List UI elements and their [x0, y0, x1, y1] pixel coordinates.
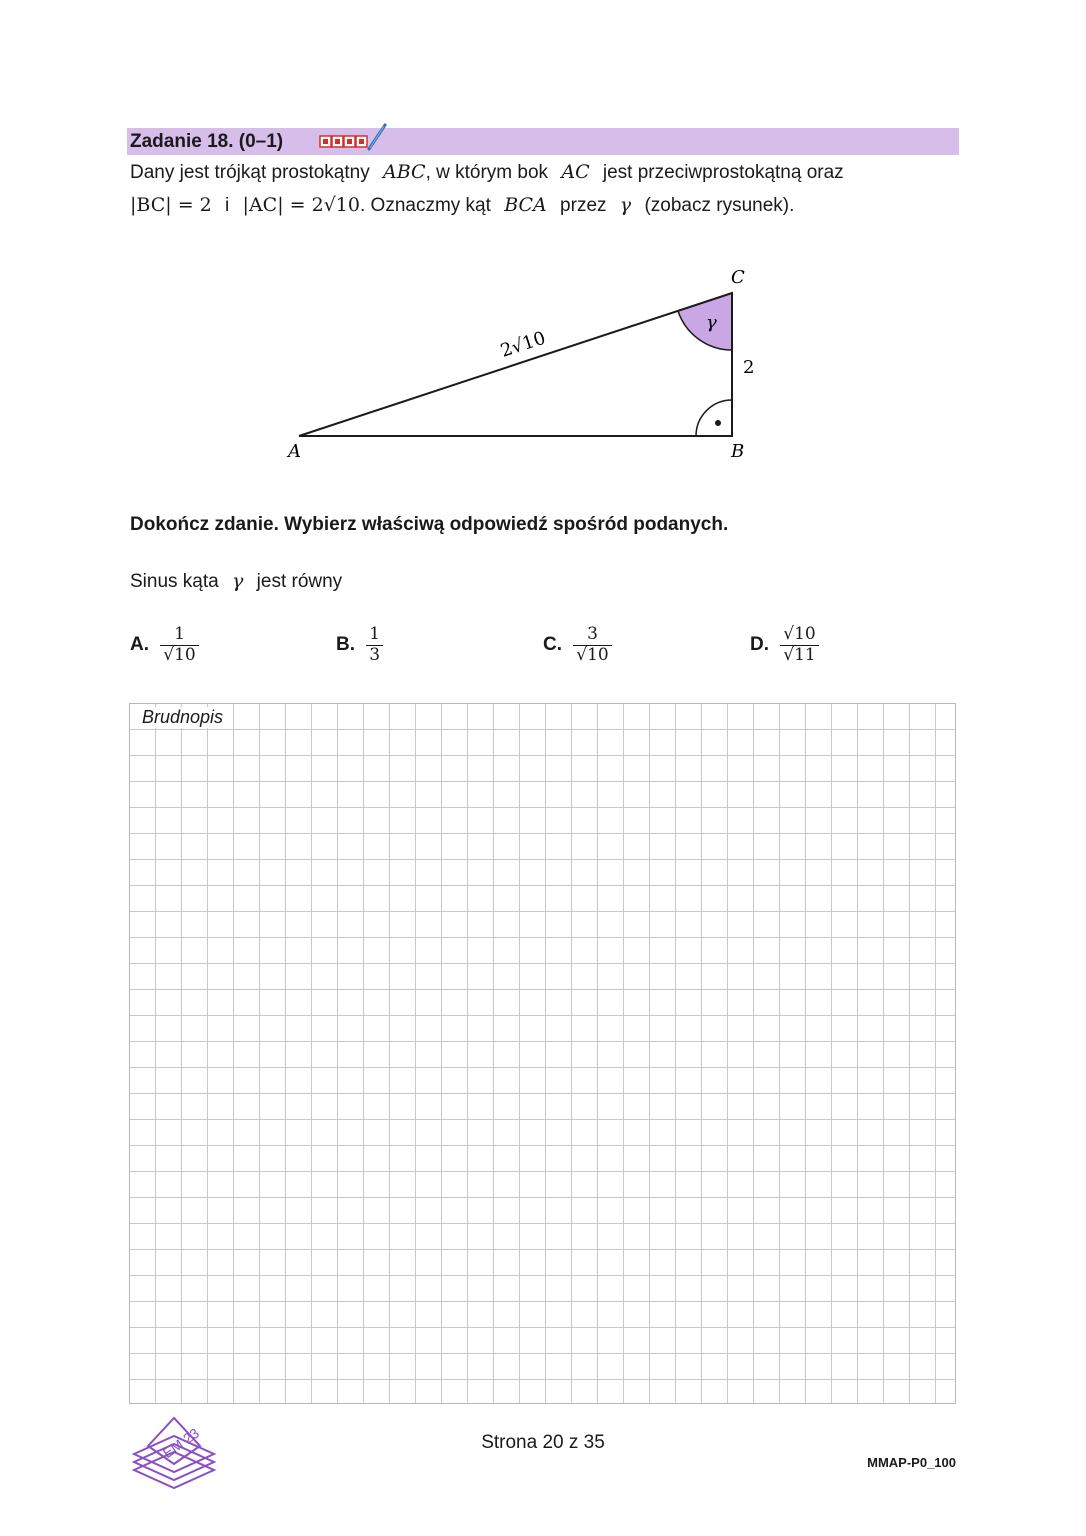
option-c[interactable] [543, 625, 612, 665]
draft-grid[interactable] [129, 703, 956, 1404]
option-letter: C. [543, 634, 562, 656]
option-fraction [780, 625, 818, 665]
instruction: Dokończ zdanie. Wybierz właściwą odpowiedź spośród podanych. [130, 514, 729, 535]
option-d[interactable] [750, 625, 819, 665]
math-bc-length: |BC| = 2 [130, 194, 212, 216]
option-letter: D. [750, 634, 769, 656]
text-segment: . Oznaczmy kąt [359, 195, 491, 216]
text-segment: (zobacz rysunek). [644, 195, 795, 216]
page-number: Strona 20 z 35 [481, 1432, 605, 1453]
fraction-numerator: 3 [587, 624, 598, 644]
option-fraction [573, 625, 611, 665]
fraction-denominator: √11 [780, 645, 818, 666]
math-ac: AC [561, 161, 590, 183]
right-angle-dot [715, 420, 721, 426]
text-segment: i [225, 195, 230, 216]
text-segment: przez [560, 195, 607, 216]
logo-text: EM 23 [159, 1424, 202, 1462]
math-bca: BCA [504, 194, 547, 216]
exam-code: MMAP-P0_100 [867, 1455, 956, 1470]
fraction-denominator: 3 [366, 645, 383, 666]
vertex-label-a: A [288, 441, 301, 462]
angle-label-gamma: γ [706, 312, 717, 333]
text-segment: Dany jest trójkąt prostokątny [130, 162, 370, 183]
text-segment: jest równy [256, 571, 343, 592]
fraction-denominator: √10 [160, 645, 198, 666]
triangle-abc [299, 293, 732, 436]
question [130, 570, 342, 593]
fraction-numerator: 1 [174, 624, 185, 644]
fraction-denominator: √10 [573, 645, 611, 666]
math-gamma: γ [232, 570, 244, 592]
option-letter: B. [336, 634, 355, 656]
option-letter: A. [130, 634, 149, 656]
text-segment: , w którym bok [425, 162, 549, 183]
math-abc: ABC [383, 161, 426, 183]
side-label-bc: 2 [743, 357, 755, 378]
right-angle-arc [696, 400, 732, 436]
math-gamma: γ [619, 194, 632, 216]
option-fraction [160, 625, 198, 665]
triangle-figure [0, 0, 1086, 520]
option-a[interactable] [130, 625, 199, 665]
math-ac-length: |AC| = 2√10 [242, 194, 360, 216]
option-b[interactable] [336, 625, 383, 665]
option-fraction [366, 625, 383, 665]
text-segment: jest przeciwprostokątną oraz [602, 162, 844, 183]
fraction-numerator: √10 [783, 624, 816, 644]
draft-label: Brudnopis [142, 707, 224, 727]
task-title: Zadanie 18. (0–1) [130, 131, 284, 152]
fraction-numerator: 1 [369, 624, 381, 644]
side-label-hypotenuse: 2√10 [498, 327, 549, 362]
vertex-label-c: C [731, 267, 745, 288]
vertex-label-b: B [731, 441, 745, 462]
text-segment: Sinus kąta [130, 571, 219, 592]
